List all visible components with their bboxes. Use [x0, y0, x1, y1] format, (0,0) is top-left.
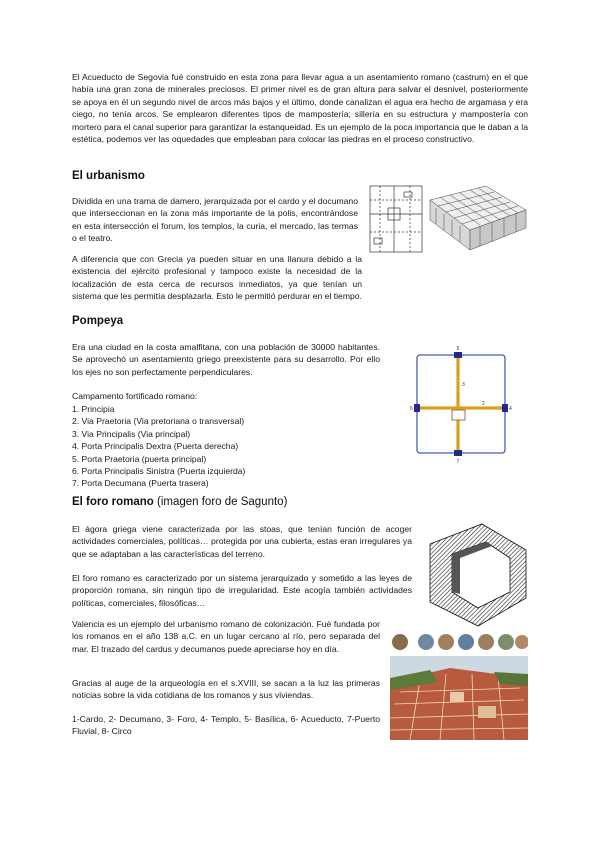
- porta-praetoria: [454, 352, 462, 358]
- camp-list-title: Campamento fortificado romano:: [72, 391, 198, 401]
- urbanismo-paragraph-1: Dividida en una trama de damero, jerarquizada por el cardo y el documano que interseccionan en la zona más importante de la polis, encontrándose en esta intersección el forum, los templos, la curia, el mercado, las termas o el teatro.: [72, 196, 358, 244]
- foro-paragraph-2: El foro romano es caracterizado por un sistema jerarquizado y sometido a las leyes de proporción romana, sin ningún tipo de irregularidad. Este acogía también actividades políticas, comerciales, filosóficas…: [72, 573, 412, 608]
- foro-heading: [72, 496, 287, 508]
- urbanismo-illustration: [366, 180, 528, 258]
- camp-list-item: 4. Porta Principalis Dextra (Puerta derecha): [72, 441, 239, 452]
- foro-paragraph-1: El ágora griega viene caracterizada por las stoas, que tenían función de acoger actividades comerciales, políticas… protegida por una cubierta, estas eran irregulares ya que se adaptaban a las características del terreno.: [72, 524, 412, 559]
- label-top: 5: [456, 346, 460, 352]
- camp-list-item: 2. Via Praetoria (Via pretoriana o transversal): [72, 416, 245, 427]
- urbanismo-heading: El urbanismo: [72, 170, 145, 182]
- valencia-archaeology-photo: [390, 632, 528, 740]
- pompeya-heading: Pompeya: [72, 315, 124, 327]
- label-left: 6: [410, 406, 413, 412]
- camp-list-item: 3. Via Principalis (Via principal): [72, 428, 191, 439]
- roman-camp-diagram: [408, 346, 514, 464]
- camp-list-item: 5. Porta Praetoria (puerta principal): [72, 453, 207, 464]
- pompeya-paragraph: Era una ciudad en la costa amalfitana, con una población de 30000 habitantes. Se aprovechó un asentamiento griego preexistente para su desarrollo. Por ello los ejes no son perfectamente perpendiculares.: [72, 342, 380, 377]
- camp-list: [72, 403, 245, 490]
- foro-paragraph-4: Gracias al auge de la arqueología en el s.XVIII, se sacan a la luz las primeras noticias sobre la vida cotidiana de los romanos y sus viviendas.: [72, 678, 380, 701]
- principia: [452, 410, 465, 420]
- porta-sinistra: [414, 404, 420, 412]
- city-perspective-sketch: [430, 186, 526, 250]
- foro-heading-main: El foro romano: [72, 496, 154, 508]
- foro-sagunto-illustration: [422, 520, 528, 630]
- intro-paragraph: El Acueducto de Segovia fué construido en esta zona para llevar agua a un asentamiento romano (castrum) en el que había una gran zona de minerales preciosos. El primer nivel es de gran altura para salvar el desnivel, posteriormente se apoya en él un segundo nivel de arcos más bajos y el último, donde canalizan el agua era hecho de argamasa y era ciego, no tenía arcos. Se emplearon diferentes tipos de mampostería; sillería en su estructura y mampostería con mortero para el canal superior para garantizar la estanqueidad. Es un ejemplo de la poca importancia que le daban a la estética, podemos ver las oquedades que empleaban para colocar las piedras en el proceso constructivo.: [72, 72, 528, 145]
- camp-wall: [417, 355, 505, 453]
- label-right: 4: [509, 406, 512, 412]
- camp-list-item: 6. Porta Principalis Sinistra (Puerta izquierda): [72, 466, 246, 477]
- foro-heading-sub: (imagen foro de Sagunto): [156, 496, 288, 508]
- porta-dextra: [502, 404, 508, 412]
- label-via-h: 2: [482, 401, 485, 407]
- label-via-v: 3: [462, 382, 465, 388]
- urbanismo-paragraph-2: A diferencia que con Grecia ya pueden situar en una llanura debido a la existencia del ejército profesional y tampoco existe la necesidad de la localización de esta cerca de recursos inmediatos, ya que tenían un sistema que les permitía desplazarla. Esto le permitió perdurar en el tiempo.: [72, 254, 362, 302]
- camp-list-item: 1. Principia: [72, 404, 115, 414]
- label-bottom: 7: [456, 459, 460, 464]
- city-plan-sketch: [370, 186, 422, 252]
- porta-decumana: [454, 450, 462, 456]
- camp-list-item: 7. Porta Decumana (Puerta trasera): [72, 478, 209, 489]
- foro-legend: 1-Cardo, 2- Decumano, 3- Foro, 4- Templo, 5- Basílica, 6- Acueducto, 7-Puerto Fluvial, 8- Circo: [72, 714, 380, 737]
- foro-paragraph-3: Valencia es un ejemplo del urbanismo romano de colonización. Fué fundada por los romanos en el año 138 a.C. en un lugar cercano al río, pero separada del mar. El trazado del cardus y decumanos puede apreciarse hoy en día.: [72, 619, 380, 654]
